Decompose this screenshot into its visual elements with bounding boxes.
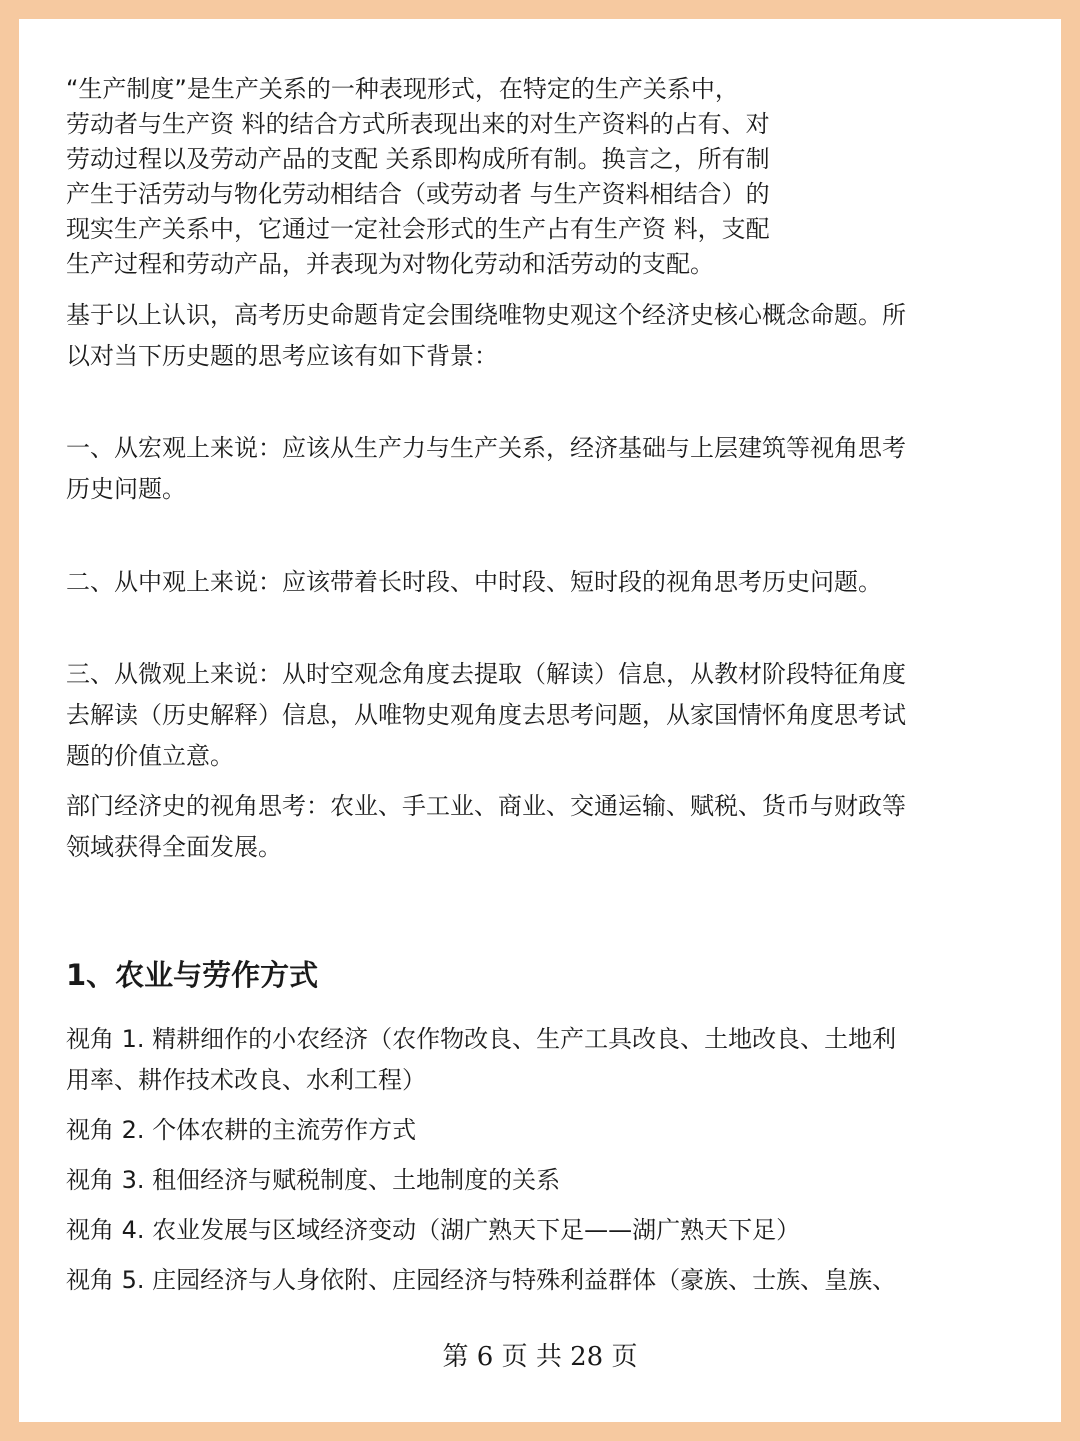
macro-line: 一、从宏观上来说：应该从生产力与生产关系，经济基础与上层建筑等视角思考 [66, 434, 906, 462]
perspective-line: 视角 2. 个体农耕的主流劳作方式 [66, 1116, 417, 1144]
perspective-line: 视角 1. 精耕细作的小农经济（农作物改良、生产工具改良、土地改良、土地利 [66, 1025, 897, 1053]
perspective-line: 视角 5. 庄园经济与人身依附、庄园经济与特殊利益群体（豪族、士族、皇族、 [66, 1266, 897, 1294]
sector-line: 部门经济史的视角思考：农业、手工业、商业、交通运输、赋税、货币与财政等 [66, 792, 906, 820]
micro-line: 去解读（历史解释）信息，从唯物史观角度去思考问题，从家国情怀角度思考试 [66, 701, 906, 729]
perspective-line: 用率、耕作技术改良、水利工程） [66, 1066, 426, 1094]
meso-line: 二、从中观上来说：应该带着长时段、中时段、短时段的视角思考历史问题。 [66, 568, 882, 596]
perspective-line: 视角 3. 租佃经济与赋税制度、土地制度的关系 [66, 1166, 561, 1194]
basis-line: 基于以上认识，高考历史命题肯定会围绕唯物史观这个经济史核心概念命题。所 [66, 301, 906, 329]
intro-line: 劳动者与生产资 料的结合方式所表现出来的对生产资料的占有、对 [66, 110, 770, 138]
micro-line: 三、从微观上来说：从时空观念角度去提取（解读）信息，从教材阶段特征角度 [66, 660, 906, 688]
perspective-line: 视角 4. 农业发展与区域经济变动（湖广熟天下足——湖广熟天下足） [66, 1216, 801, 1244]
intro-line: 劳动过程以及劳动产品的支配 关系即构成所有制。换言之，所有制 [66, 145, 770, 173]
page-number: 第 6 页 共 28 页 [442, 1342, 638, 1372]
micro-line: 题的价值立意。 [66, 742, 234, 770]
section-heading: 1、农业与劳作方式 [66, 958, 319, 992]
intro-line: 生产过程和劳动产品，并表现为对物化劳动和活劳动的支配。 [66, 250, 714, 278]
intro-line: 产生于活劳动与物化劳动相结合（或劳动者 与生产资料相结合）的 [66, 180, 770, 208]
macro-line: 历史问题。 [66, 475, 186, 503]
sector-line: 领域获得全面发展。 [66, 833, 282, 861]
intro-line: “生产制度”是生产关系的一种表现形式，在特定的生产关系中， [66, 75, 739, 103]
document-page [19, 19, 1061, 1422]
basis-line: 以对当下历史题的思考应该有如下背景： [66, 342, 498, 370]
intro-line: 现实生产关系中，它通过一定社会形式的生产占有生产资 料，支配 [66, 215, 770, 243]
